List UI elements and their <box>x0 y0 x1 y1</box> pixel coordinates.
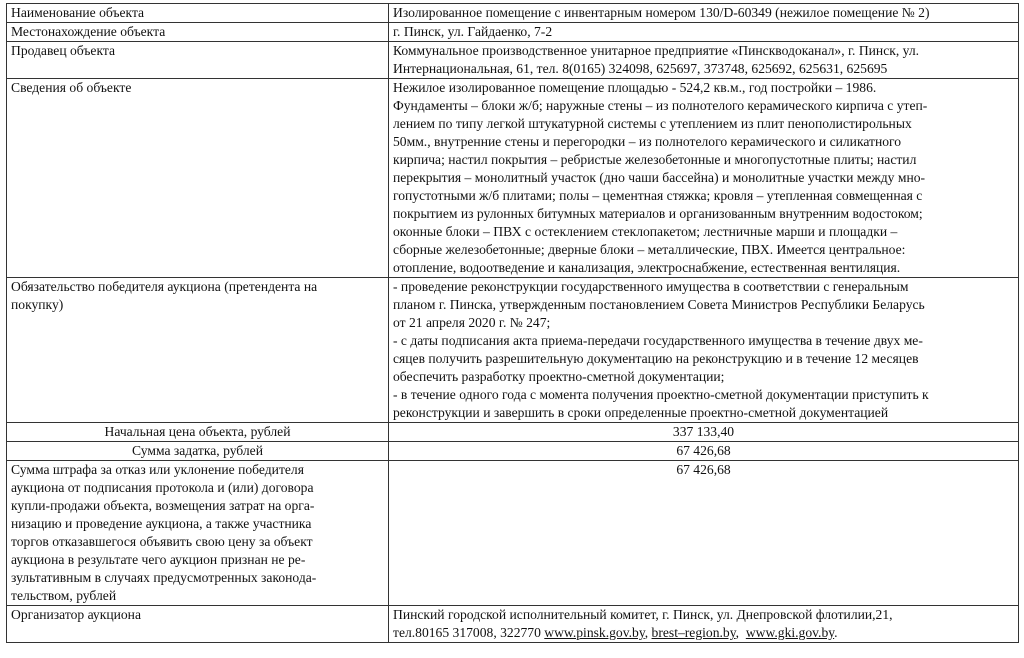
row-value: 67 426,68 <box>389 442 1019 461</box>
row-label: Сведения об объекте <box>7 79 389 278</box>
row-value: 337 133,40 <box>389 423 1019 442</box>
row-value: Пинский городской исполнительный комитет, г. Пинск, ул. Днепровской флотилии,21, тел.80165 317008, 322770 www.pinsk.gov.by, brest–region.by, www.gki.gov.by. <box>389 606 1019 643</box>
row-label: Сумма штрафа за отказ или уклонение победителя аукциона от подписания протокола и (или) договора купли-продажи объекта, возмещения затрат на орга- низацию и проведение аукциона, а также участника торгов отказавшегося объявить свою цену за объект аукциона в результате чего аукцион признан не ре- зультативным в случаях предусмотренных законода- тельством, рублей <box>7 461 389 606</box>
link-brest-region[interactable]: brest–region.by <box>651 625 736 640</box>
row-value: Изолированное помещение с инвентарным номером 130/D-60349 (нежилое помещение № 2) <box>389 4 1019 23</box>
row-value: - проведение реконструкции государственного имущества в соответствии с генеральным планом г. Пинска, утвержденным постановлением Совета Министров Республики Беларусь от 21 апреля 2020 г. № 247; - с даты подписания акта приема-передачи государственного имущества в течение двух ме- сяцев получить разрешительную документацию на реконструкцию и в течение 12 месяцев обеспечить разработку проектно-сметной документации; - в течение одного года с момента получения проектно-сметной документации приступить к реконструкции и завершить в сроки определенные проектно-сметной документацией <box>389 278 1019 423</box>
row-label: Обязательство победителя аукциона (претендента на покупку) <box>7 278 389 423</box>
link-pinsk-gov[interactable]: www.pinsk.gov.by <box>544 625 645 640</box>
table-row <box>7 4 1019 23</box>
row-label: Местонахождение объекта <box>7 23 389 42</box>
row-value: 67 426,68 <box>389 461 1019 606</box>
row-label: Продавец объекта <box>7 42 389 79</box>
row-value: Коммунальное производственное унитарное предприятие «Пинскводоканал», г. Пинск, ул. Интернациональная, 61, тел. 8(0165) 324098, 625697, 373748, 625692, 625631, 625695 <box>389 42 1019 79</box>
link-gki-gov[interactable]: www.gki.gov.by <box>745 625 835 640</box>
row-label: Организатор аукциона <box>7 606 389 643</box>
table-row <box>7 42 1019 79</box>
table-row <box>7 423 1019 442</box>
auction-info-table <box>6 3 1019 643</box>
table-row <box>7 442 1019 461</box>
row-value: Нежилое изолированное помещение площадью - 524,2 кв.м., год постройки – 1986. Фундаменты – блоки ж/б; наружные стены – из полнотелого керамического кирпича с утеп- лением по типу легкой штукатурной системы с утеплением из плит пенополистирольных 50мм., внутренние стены и перегородки – из полнотелого керамического и силикатного кирпича; настил покрытия – ребристые железобетонные и многопустотные плиты; настил перекрытия – монолитный участок (дно чаши бассейна) и монолитные участки между мно- гопустотными ж/б плитами; полы – цементная стяжка; кровля – утепленная совмещенная с покрытием из рулонных битумных материалов и организованным внутренним водостоком; оконные блоки – ПВХ с остеклением стеклопакетом; лестничные марши и площадки – сборные железобетонные; дверные блоки – металлические, ПВХ. Имеется центральное: отопление, водоотведение и канализация, электроснабжение, естественная вентиляция. <box>389 79 1019 278</box>
table-row <box>7 79 1019 278</box>
table-row <box>7 278 1019 423</box>
table-row <box>7 606 1019 643</box>
row-label: Сумма задатка, рублей <box>7 442 389 461</box>
row-label: Наименование объекта <box>7 4 389 23</box>
table-row <box>7 461 1019 606</box>
table-row <box>7 23 1019 42</box>
row-value: г. Пинск, ул. Гайдаенко, 7-2 <box>389 23 1019 42</box>
organizer-contacts: тел.80165 317008, 322770 www.pinsk.gov.by, brest–region.by, www.gki.gov.by. <box>393 625 838 640</box>
row-label: Начальная цена объекта, рублей <box>7 423 389 442</box>
